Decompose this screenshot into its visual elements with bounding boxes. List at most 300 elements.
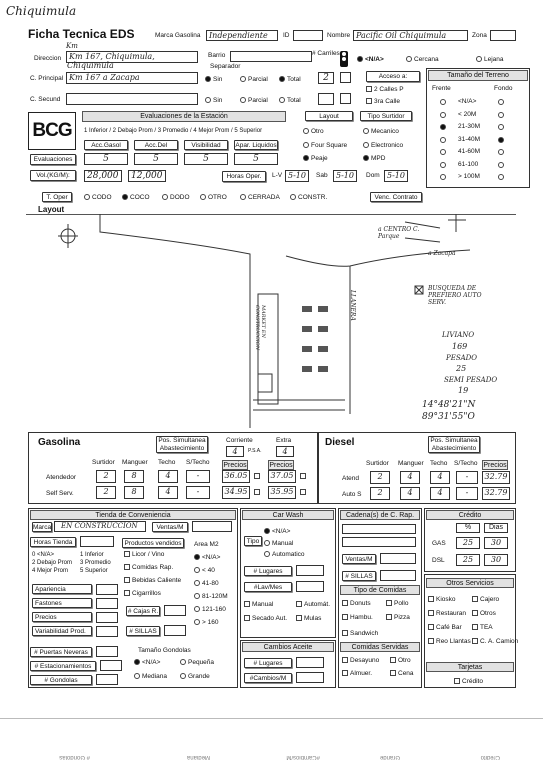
- gas-col_surtidor: Surtidor: [92, 459, 115, 466]
- fondo-radio-0[interactable]: [498, 99, 504, 105]
- corriente-label: Corriente: [226, 437, 253, 444]
- dom-label: Dom: [366, 172, 380, 179]
- t-oper-button[interactable]: T. Oper: [42, 192, 72, 202]
- direccion-prefix: Km: [66, 42, 78, 50]
- gas-check-2[interactable]: [300, 473, 306, 479]
- area-label: Area M2: [194, 541, 219, 548]
- marca-value: Independiente: [209, 31, 268, 40]
- horas-oper-button[interactable]: Horas Oper.: [222, 171, 266, 182]
- corriente-field[interactable]: 4: [226, 446, 244, 457]
- dom-field[interactable]: 5-10: [384, 170, 408, 182]
- gas-cell-value: 8: [131, 487, 137, 496]
- die-cell-surtidor[interactable]: [370, 487, 390, 500]
- area-radio[interactable]: [194, 554, 200, 560]
- t-oper-radio[interactable]: [290, 194, 296, 200]
- t-oper-radio[interactable]: [240, 194, 246, 200]
- frente-radio-6[interactable]: [440, 174, 446, 180]
- tienda-scale-item: 1 Inferior: [80, 552, 104, 558]
- producto-label: Comidas Rap.: [132, 564, 174, 571]
- otros-header: Otros Servicios: [426, 578, 514, 588]
- tarjeta-credito[interactable]: Crédito: [454, 678, 483, 685]
- otro-label: Otros: [480, 610, 496, 617]
- carriles-field[interactable]: 2: [318, 72, 334, 84]
- fondo-radio-3[interactable]: [498, 137, 504, 143]
- die-cell-surtidor[interactable]: [370, 471, 390, 484]
- carwash-manual[interactable]: Manual: [264, 540, 293, 547]
- otro-check[interactable]: [472, 596, 478, 602]
- sketch-centro: a CENTRO C. Parque: [378, 226, 420, 240]
- bleed-through: Crédito Grande #Cambios/M Mediana # Gondolas: [59, 754, 500, 760]
- gondolas-pequena[interactable]: Pequeña: [180, 659, 214, 666]
- gas-cell-stecho[interactable]: [186, 470, 210, 483]
- frente-radio-3[interactable]: [440, 137, 446, 143]
- page-title: Ficha Tecnica EDS: [28, 27, 135, 41]
- layout-peaje[interactable]: Peaje: [303, 155, 328, 162]
- dsl-dias-field[interactable]: 30: [484, 554, 508, 566]
- gas-pct-field[interactable]: 25: [456, 537, 480, 549]
- gondolas-grande[interactable]: Grande: [180, 673, 210, 680]
- gas-col_manguer: Manguer: [122, 459, 148, 466]
- tipo-comidas-header: Tipo de Comidas: [340, 585, 420, 595]
- otro-label: Kiosko: [436, 596, 456, 603]
- terreno-option-label: 31-40M: [458, 135, 481, 143]
- die-cell-value: 4: [407, 472, 413, 481]
- area-option[interactable]: [194, 593, 228, 600]
- gas-cell-surtidor[interactable]: [96, 470, 116, 483]
- comida-hambu[interactable]: Hambu.: [342, 614, 373, 621]
- sillas-tienda-field[interactable]: [164, 625, 186, 636]
- tienda-marca-button[interactable]: Marca: [33, 524, 52, 531]
- lv-label: L-V: [272, 172, 283, 179]
- tienda-item-button[interactable]: Precios: [32, 612, 92, 622]
- carwash-auto[interactable]: Automatico: [264, 551, 305, 558]
- area-radio[interactable]: [194, 593, 200, 599]
- servida-cena[interactable]: Cena: [390, 670, 414, 677]
- zona-field[interactable]: [490, 30, 516, 41]
- otro-servicio[interactable]: [472, 596, 499, 603]
- zona-label: Zona: [472, 32, 487, 39]
- gas-cell-manguer[interactable]: [124, 486, 144, 499]
- die-cell-manguer[interactable]: [400, 471, 420, 484]
- otro-check[interactable]: [428, 624, 434, 630]
- c-principal-value: Km 167 a Zacapa: [69, 73, 140, 82]
- eval-col-2[interactable]: Visibilidad: [184, 140, 228, 150]
- direccion-field[interactable]: [66, 51, 198, 70]
- otro-check[interactable]: [472, 638, 478, 644]
- cadena-field-1[interactable]: [342, 524, 416, 534]
- diesel-label: Diesel: [325, 437, 355, 448]
- frente-radio-2[interactable]: [440, 124, 446, 130]
- otro-check[interactable]: [472, 610, 478, 616]
- area-label: 121-160: [202, 606, 226, 613]
- tienda-item-field[interactable]: [96, 598, 118, 609]
- gasolina-label: Gasolina: [38, 437, 81, 448]
- vol-field-1[interactable]: 28,000: [84, 170, 122, 182]
- sep-sin-1[interactable]: Sin: [205, 76, 222, 83]
- c-secund-field[interactable]: [66, 93, 198, 105]
- horas-tienda-field[interactable]: [80, 536, 114, 547]
- die-cell-value: 32.79: [484, 472, 508, 481]
- comida-donuts[interactable]: Donuts: [342, 600, 371, 607]
- lv-field[interactable]: 5-10: [285, 170, 309, 182]
- otro-servicio[interactable]: [428, 596, 456, 603]
- die-cell-stecho[interactable]: [456, 471, 478, 484]
- acceso-button[interactable]: Acceso a:: [366, 71, 420, 82]
- producto-check[interactable]: [124, 590, 130, 596]
- gas-cell-p2[interactable]: [268, 486, 296, 499]
- eval-header: Evaluaciones de la Estación: [82, 111, 286, 122]
- tipo-surtidor-button[interactable]: Tipo Surtidor: [360, 111, 412, 121]
- comida-sandwich[interactable]: Sandwich: [342, 630, 378, 637]
- producto-check[interactable]: [124, 551, 130, 557]
- sab-label: Sab: [316, 172, 328, 179]
- t-oper-label: CODO: [92, 194, 112, 201]
- frente-radio-0[interactable]: [440, 99, 446, 105]
- terreno-option-label: 41-60M: [458, 148, 481, 155]
- proximity-lejana[interactable]: Lejana: [476, 56, 504, 63]
- gas-cell-techo[interactable]: [158, 486, 178, 499]
- producto-label: Cigarrillos: [132, 590, 161, 597]
- proximity-na[interactable]: <N/A>: [357, 56, 384, 63]
- producto-item[interactable]: [124, 577, 181, 584]
- die-cell-p1[interactable]: [482, 487, 510, 500]
- lugares-field[interactable]: [296, 565, 324, 576]
- t-oper-codo[interactable]: [84, 194, 112, 201]
- eval-col-3[interactable]: Apar. Liquidos: [235, 142, 277, 149]
- sillas-tienda-button[interactable]: # SILLAS: [126, 626, 160, 636]
- productos-button[interactable]: Productos vendidos: [122, 538, 184, 548]
- tienda-item-field[interactable]: [96, 626, 118, 637]
- gondolas-field[interactable]: [96, 674, 118, 685]
- eval-col-1[interactable]: Acc.Del: [134, 140, 178, 150]
- producto-label: Licor / Vino: [132, 551, 165, 558]
- t-oper-label: COCO: [130, 194, 150, 201]
- tienda-scale-item: 5 Superior: [80, 568, 108, 574]
- area-option[interactable]: [194, 606, 226, 613]
- otro-check[interactable]: [428, 638, 434, 644]
- horas-tienda-button[interactable]: Horas Tienda: [30, 537, 76, 547]
- gas-cell-p1[interactable]: [222, 470, 250, 483]
- gas-cell-manguer[interactable]: [124, 470, 144, 483]
- eval-value-field[interactable]: [84, 153, 128, 165]
- frente-label: Frente: [432, 85, 451, 92]
- psa-label: P.S.A.: [248, 448, 262, 454]
- gondolas-mediana[interactable]: Mediana: [134, 673, 167, 680]
- tienda-item-field[interactable]: [96, 612, 118, 623]
- otro-label: Reo Llantas: [436, 638, 471, 645]
- die-cell-p1[interactable]: [482, 471, 510, 484]
- bcg-logo: BCG: [28, 112, 76, 150]
- surtidor-mpd[interactable]: MPD: [363, 155, 385, 162]
- t-oper-coco[interactable]: [122, 194, 150, 201]
- servida-desayuno[interactable]: Desayuno: [342, 657, 379, 664]
- t-oper-constr[interactable]: [290, 194, 327, 201]
- fondo-radio-1[interactable]: [498, 112, 504, 118]
- servida-otro[interactable]: Otro: [390, 657, 411, 664]
- otro-check[interactable]: [472, 624, 478, 630]
- die-cell-value: 4: [407, 488, 413, 497]
- lav-mes-button[interactable]: #Lav/Mes: [244, 582, 292, 592]
- nombre-label: Nombre: [327, 32, 351, 39]
- producto-item[interactable]: [124, 551, 164, 558]
- tienda-item-button[interactable]: Variabilidad Prod.: [32, 626, 92, 636]
- area-radio[interactable]: [194, 567, 200, 573]
- sketch-pesado: PESADO: [446, 354, 478, 362]
- otro-check[interactable]: [428, 596, 434, 602]
- tienda-marca-field[interactable]: EN CONSTRUCCION: [54, 521, 146, 532]
- direccion-label: Direccion: [34, 55, 62, 62]
- id-field[interactable]: [293, 30, 323, 41]
- fondo-radio-2[interactable]: [498, 124, 504, 130]
- carriles-check-2[interactable]: [340, 93, 351, 104]
- otro-servicio[interactable]: [472, 624, 493, 631]
- frente-radio-4[interactable]: [440, 149, 446, 155]
- layout-otro[interactable]: Otro: [303, 128, 324, 135]
- pct-header: %: [456, 523, 480, 533]
- producto-label: Bebidas Caliente: [132, 577, 182, 584]
- gas-cell-techo[interactable]: [158, 470, 178, 483]
- t-oper-dodo[interactable]: [162, 194, 190, 201]
- cambios-mes-field[interactable]: [296, 672, 324, 683]
- gondolas-button[interactable]: # Gondolas: [30, 675, 92, 685]
- eval-value-field[interactable]: [234, 153, 278, 165]
- die-cell-manguer[interactable]: [400, 487, 420, 500]
- area-label: <N/A>: [202, 554, 221, 561]
- producto-check[interactable]: [124, 564, 130, 570]
- gas-cell-value: 2: [103, 471, 109, 480]
- eval-scale: 1 Inferior / 2 Debajo Prom / 3 Promedio / 4 Mejor Prom / 5 Superior: [84, 128, 263, 134]
- sab-field[interactable]: 5-10: [333, 170, 357, 182]
- die-cell-value: 4: [437, 488, 443, 497]
- t-oper-radio[interactable]: [200, 194, 206, 200]
- gas-credit-label: GAS: [432, 540, 446, 547]
- area-radio[interactable]: [194, 580, 200, 586]
- fondo-radio-5[interactable]: [498, 162, 504, 168]
- gas-cell-value: 8: [131, 471, 137, 480]
- terreno-header: Tamaño del Terreno: [428, 70, 528, 81]
- dias-header: Dias: [484, 523, 508, 533]
- die-col_techo: Techo: [430, 460, 448, 467]
- puertas-button[interactable]: # Puertas Neveras: [30, 647, 92, 657]
- t-oper-radio[interactable]: [162, 194, 168, 200]
- ventas-field[interactable]: [192, 521, 232, 532]
- area-label: < 40: [202, 567, 215, 574]
- otro-check[interactable]: [428, 610, 434, 616]
- comida-pollo[interactable]: Pollo: [386, 600, 408, 607]
- eval-value-field[interactable]: [184, 153, 228, 165]
- t-oper-label: OTRO: [208, 194, 227, 201]
- otro-servicio[interactable]: [472, 610, 496, 617]
- cambios-lugares-field[interactable]: [296, 657, 324, 668]
- sep-parcial-1[interactable]: Parcial: [240, 76, 268, 83]
- t-oper-label: DODO: [170, 194, 190, 201]
- otro-label: TEA: [480, 624, 493, 631]
- cw-secado-check[interactable]: Secado Aut.: [244, 615, 287, 622]
- cadena-ventas-field[interactable]: [380, 553, 416, 564]
- area-radio[interactable]: [194, 619, 200, 625]
- cadena-sillas-field[interactable]: [380, 570, 416, 581]
- sep-sin-2[interactable]: Sin: [205, 97, 222, 104]
- extra-field[interactable]: 4: [276, 446, 294, 457]
- cadena-ventas-button[interactable]: Ventas/M: [342, 554, 376, 564]
- lugares-button[interactable]: # Lugares: [244, 566, 292, 576]
- servida-almuer[interactable]: Almuer.: [342, 670, 372, 677]
- gas-precios-1: Precios: [223, 462, 247, 469]
- terreno-option-label: < 20M: [458, 110, 477, 118]
- surtidor-mecanico[interactable]: Mecanico: [363, 128, 399, 135]
- cw-manual-check[interactable]: Manual: [244, 601, 273, 608]
- die-cell-stecho[interactable]: [456, 487, 478, 500]
- cambios-lugares-button[interactable]: # Lugares: [244, 658, 292, 668]
- proximity-cercana[interactable]: Cercana: [406, 56, 439, 63]
- carwash-na[interactable]: <N/A>: [264, 528, 290, 535]
- gas-cell-stecho[interactable]: [186, 486, 210, 499]
- otro-servicio[interactable]: [428, 638, 471, 645]
- gas-cell-surtidor[interactable]: [96, 486, 116, 499]
- gas-check-1[interactable]: [254, 473, 260, 479]
- fondo-radio-4[interactable]: [498, 149, 504, 155]
- vol-field-2[interactable]: 12,000: [128, 170, 166, 182]
- gas-row-label: Self Serv.: [46, 490, 74, 497]
- comida-pizza[interactable]: Pizza: [386, 614, 410, 621]
- area-option[interactable]: [194, 619, 218, 626]
- dsl-pct-field[interactable]: 25: [456, 554, 480, 566]
- fondo-radio-6[interactable]: [498, 174, 504, 180]
- bleed-divider: [0, 718, 543, 719]
- die-cell-value: 2: [377, 472, 383, 481]
- marca-label: Marca Gasolina: [155, 32, 201, 39]
- sep-parcial-2[interactable]: Parcial: [240, 97, 268, 104]
- area-option[interactable]: [194, 567, 215, 574]
- sep-total-2[interactable]: Total: [279, 97, 301, 104]
- gas-cell-value: -: [196, 471, 200, 480]
- direccion-value: Km 167, Chiquimula, Chiquimula: [67, 52, 155, 70]
- otro-servicio[interactable]: [472, 638, 518, 645]
- venc-contrato-button[interactable]: Venc. Contrato: [370, 192, 422, 202]
- gas-col_techo: Techo: [158, 459, 176, 466]
- producto-check[interactable]: [124, 577, 130, 583]
- cadena-field-2[interactable]: [342, 537, 416, 547]
- gondolas-na[interactable]: <N/A>: [134, 659, 160, 666]
- producto-item[interactable]: [124, 590, 161, 597]
- c-principal-label: C. Principal: [30, 75, 64, 82]
- die-row-label: Atend: [342, 475, 359, 482]
- c-principal-field[interactable]: [66, 72, 198, 84]
- pos-simult-gas[interactable]: Pos. Simultanea Abastecimiento: [156, 436, 208, 453]
- sketch-semipesado: SEMI PESADO: [444, 376, 498, 384]
- sep-total-1[interactable]: Total: [279, 76, 301, 83]
- tienda-scale-item: 0 <N/A>: [32, 552, 55, 558]
- cw-mulas-check[interactable]: Mulas: [296, 615, 321, 622]
- gas-check-2[interactable]: [300, 489, 306, 495]
- estac-button[interactable]: # Estacionamientos: [30, 661, 96, 671]
- layout-button[interactable]: Layout: [305, 111, 353, 121]
- evaluaciones-button[interactable]: Evaluaciones: [30, 154, 76, 165]
- otro-servicio[interactable]: [428, 610, 466, 617]
- estac-field[interactable]: [100, 660, 122, 671]
- layout-four-square[interactable]: Four Square: [303, 142, 347, 149]
- barrio-field[interactable]: [230, 51, 312, 62]
- die-row-label: Auto S: [342, 491, 362, 498]
- tienda-item-button[interactable]: Fastones: [32, 598, 92, 608]
- die-col_surtidor: Surtidor: [366, 460, 389, 467]
- carwash-header: Car Wash: [242, 510, 334, 520]
- die-cell-value: -: [465, 488, 469, 497]
- die-cell-value: 4: [437, 472, 443, 481]
- sketch-pesado-n: 25: [456, 364, 467, 373]
- carriles-check[interactable]: [340, 72, 351, 83]
- gas-col_stecho: S/Techo: [186, 459, 210, 466]
- gas-check-1[interactable]: [254, 489, 260, 495]
- cadena-sillas-button[interactable]: # SILLAS: [342, 571, 376, 581]
- area-radio[interactable]: [194, 606, 200, 612]
- sketch-zacapa: a Zacapa: [428, 250, 456, 257]
- cajas-button[interactable]: # Cajas R.: [127, 608, 159, 615]
- gas-cell-p1[interactable]: [222, 486, 250, 499]
- terreno-option-label: 61-100: [458, 160, 479, 168]
- eval-value: 5: [153, 154, 159, 164]
- die-cell-techo[interactable]: [430, 487, 450, 500]
- frente-radio-1[interactable]: [440, 112, 446, 118]
- tipo-button[interactable]: Tipo: [244, 536, 262, 546]
- cw-automat-check[interactable]: Automát.: [296, 601, 330, 608]
- pos-simult-die[interactable]: Pos. Simultanea Abastecimiento: [428, 436, 480, 453]
- barrio-label: Barrio: [208, 52, 226, 59]
- nombre-field[interactable]: [353, 30, 468, 41]
- surtidor-electronico[interactable]: Electronico: [363, 142, 403, 149]
- sketch-liviano-n: 169: [452, 342, 468, 351]
- die-col_manguer: Manguer: [398, 460, 424, 467]
- lav-mes-field[interactable]: [296, 581, 324, 592]
- sketch-coord2: 89°31'55"O: [422, 412, 475, 422]
- eval-col-0[interactable]: Acc.Gasol: [84, 140, 128, 150]
- tienda-scale-item: 4 Mejor Prom: [32, 568, 69, 574]
- c-secund-label: C. Secund: [30, 96, 61, 103]
- t-oper-cerrada[interactable]: [240, 194, 280, 201]
- carriles-field-2[interactable]: [318, 93, 334, 105]
- cajas-field[interactable]: [164, 605, 186, 616]
- area-option[interactable]: [194, 554, 220, 561]
- tienda-item-button[interactable]: Apariencia: [32, 584, 92, 594]
- cambios-mes-button[interactable]: #Cambios/M: [244, 673, 292, 683]
- vol-button[interactable]: Vol.(KG/M):: [30, 170, 76, 181]
- gas-cell-p2[interactable]: [268, 470, 296, 483]
- die-cell-techo[interactable]: [430, 471, 450, 484]
- area-option[interactable]: [194, 580, 219, 587]
- puertas-field[interactable]: [96, 646, 118, 657]
- eval-value-field[interactable]: [134, 153, 178, 165]
- sketch-legend: BUSQUEDA DE PREFIERO AUTO SERV.: [428, 285, 482, 306]
- t-oper-otro[interactable]: [200, 194, 227, 201]
- calles-p-check[interactable]: 2 Calles P: [366, 86, 404, 93]
- die-cell-value: 2: [377, 488, 383, 497]
- sketch-semipesado-n: 19: [458, 386, 469, 395]
- tres-calles-check[interactable]: 3ra Calle: [366, 98, 400, 105]
- marca-field[interactable]: [206, 30, 278, 41]
- frente-radio-5[interactable]: [440, 162, 446, 168]
- die-col_stecho: S/Techo: [454, 460, 478, 467]
- otro-servicio[interactable]: [428, 624, 462, 631]
- ventas-button[interactable]: Ventas/M: [152, 522, 188, 532]
- gas-dias-field[interactable]: 30: [484, 537, 508, 549]
- t-oper-radio[interactable]: [84, 194, 90, 200]
- producto-item[interactable]: [124, 564, 173, 571]
- sketch-liviano: LIVIANO: [442, 331, 475, 339]
- t-oper-radio[interactable]: [122, 194, 128, 200]
- cambios-header: Cambios Aceite: [242, 642, 334, 652]
- tienda-item-field[interactable]: [96, 584, 118, 595]
- otro-label: Restauran: [436, 610, 466, 617]
